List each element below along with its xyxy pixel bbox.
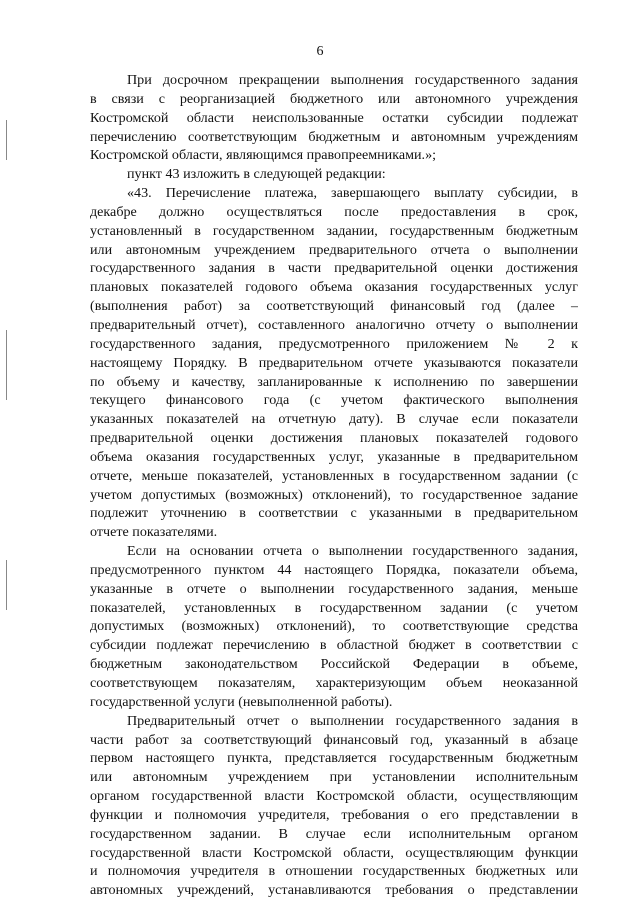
text-line: государственной власти Костромской области, осуществляющим функции bbox=[90, 844, 578, 861]
text-line: подлежит уточнению в соответствии с указанными в предварительном bbox=[90, 505, 578, 522]
text-line: государственного задания, предусмотренного приложением № 2 к bbox=[90, 335, 578, 352]
text-line: части работ за соответствующий финансовый год, указанный в абзаце bbox=[90, 731, 578, 748]
text-line: предусмотренного пунктом 44 настоящего Порядка, показатели объема, bbox=[90, 561, 578, 578]
text-line: учетом допустимых (возможных) отклонений), то государственное задание bbox=[90, 486, 578, 503]
text-line: органом государственной власти Костромской области, осуществляющим bbox=[90, 788, 578, 805]
text-line: настоящему Порядку. В предварительном отчете указываются показатели bbox=[90, 354, 578, 371]
text-line: Предварительный отчет о выполнении государственного задания в bbox=[127, 712, 578, 729]
text-line: в связи с реорганизацией бюджетного или автономного учреждения bbox=[90, 90, 578, 107]
text-line: текущего финансового года (с учетом фактического выполнения bbox=[90, 392, 578, 409]
scan-margin-mark bbox=[6, 120, 7, 160]
text-line: отчете показателями. bbox=[90, 524, 218, 541]
text-line: функции и полномочия учредителя, требования о его представлении в bbox=[90, 806, 578, 823]
text-line: плановых показателей годового объема оказания государственных услуг bbox=[90, 279, 578, 296]
text-line: соответствующем показателям, характеризующим объем неоказанной bbox=[90, 675, 578, 691]
text-line: установленный в государственном задании, государственным бюджетным bbox=[90, 222, 578, 239]
text-line: предварительной оценки достижения плановых показателей годового bbox=[90, 430, 578, 447]
text-line: и полномочия учредителя в отношении государственных бюджетных или bbox=[90, 863, 578, 880]
text-line: субсидии подлежат перечислению в областной бюджет в соответствии с bbox=[90, 637, 578, 654]
text-line: первом настоящего пункта, представляется государственным бюджетным bbox=[90, 750, 578, 767]
text-line: отчете, меньше показателей, установленных в государственном задании (с bbox=[90, 467, 578, 484]
text-line: допустимых (возможных) отклонений), то соответствующие средства bbox=[90, 618, 578, 635]
text-line: (выполнения работ) за соответствующий финансовый год (далее – bbox=[90, 298, 578, 315]
document-body bbox=[90, 71, 578, 900]
text-line: объема оказания государственных услуг, указанные в предварительном bbox=[90, 448, 578, 465]
text-line: перечислению соответствующим бюджетным и автономным учреждениям bbox=[90, 128, 578, 145]
text-line: указанных показателей на отчетную дату). В случае если показатели bbox=[90, 411, 578, 428]
text-line: пункт 43 изложить в следующей редакции: bbox=[127, 166, 386, 183]
scan-margin-mark bbox=[6, 560, 7, 610]
text-line: декабре должно осуществляться после предоставления в срок, bbox=[90, 203, 578, 220]
text-line: или автономным учреждением предварительного отчета о выполнении bbox=[90, 241, 578, 258]
text-line: бюджетным законодательством Российской Федерации в объеме, bbox=[90, 656, 578, 673]
text-line: При досрочном прекращении выполнения государственного задания bbox=[127, 72, 578, 88]
text-line: Костромской области, являющимся правопреемниками.»; bbox=[90, 147, 437, 164]
text-line: Костромской области неиспользованные остатки субсидии подлежат bbox=[90, 109, 578, 126]
text-line: показателей, установленных в государственном задании (с учетом bbox=[90, 599, 578, 616]
text-line: автономных учреждений, устанавливаются требования о представлении bbox=[90, 882, 578, 899]
text-line: государственного задания в части предварительной оценки достижения bbox=[90, 260, 578, 277]
page-number: 6 bbox=[316, 44, 324, 59]
scan-margin-mark bbox=[6, 330, 7, 400]
text-line: или автономным учреждением при установлении исполнительным bbox=[90, 769, 578, 786]
text-line: государственном задании. В случае если исполнительным органом bbox=[90, 825, 578, 842]
text-line: указанные в отчете о выполнении государственного задания, меньше bbox=[90, 580, 578, 597]
text-line: государственной услуги (невыполненной работы). bbox=[90, 693, 393, 710]
text-line: «43. Перечисление платежа, завершающего выплату субсидии, в bbox=[127, 185, 578, 202]
text-line: Если на основании отчета о выполнении государственного задания, bbox=[127, 543, 578, 560]
text-line: предварительный отчет), составленного аналогично отчету о выполнении bbox=[90, 316, 578, 333]
text-line: по объему и качеству, запланированные к исполнению по завершении bbox=[90, 373, 578, 390]
